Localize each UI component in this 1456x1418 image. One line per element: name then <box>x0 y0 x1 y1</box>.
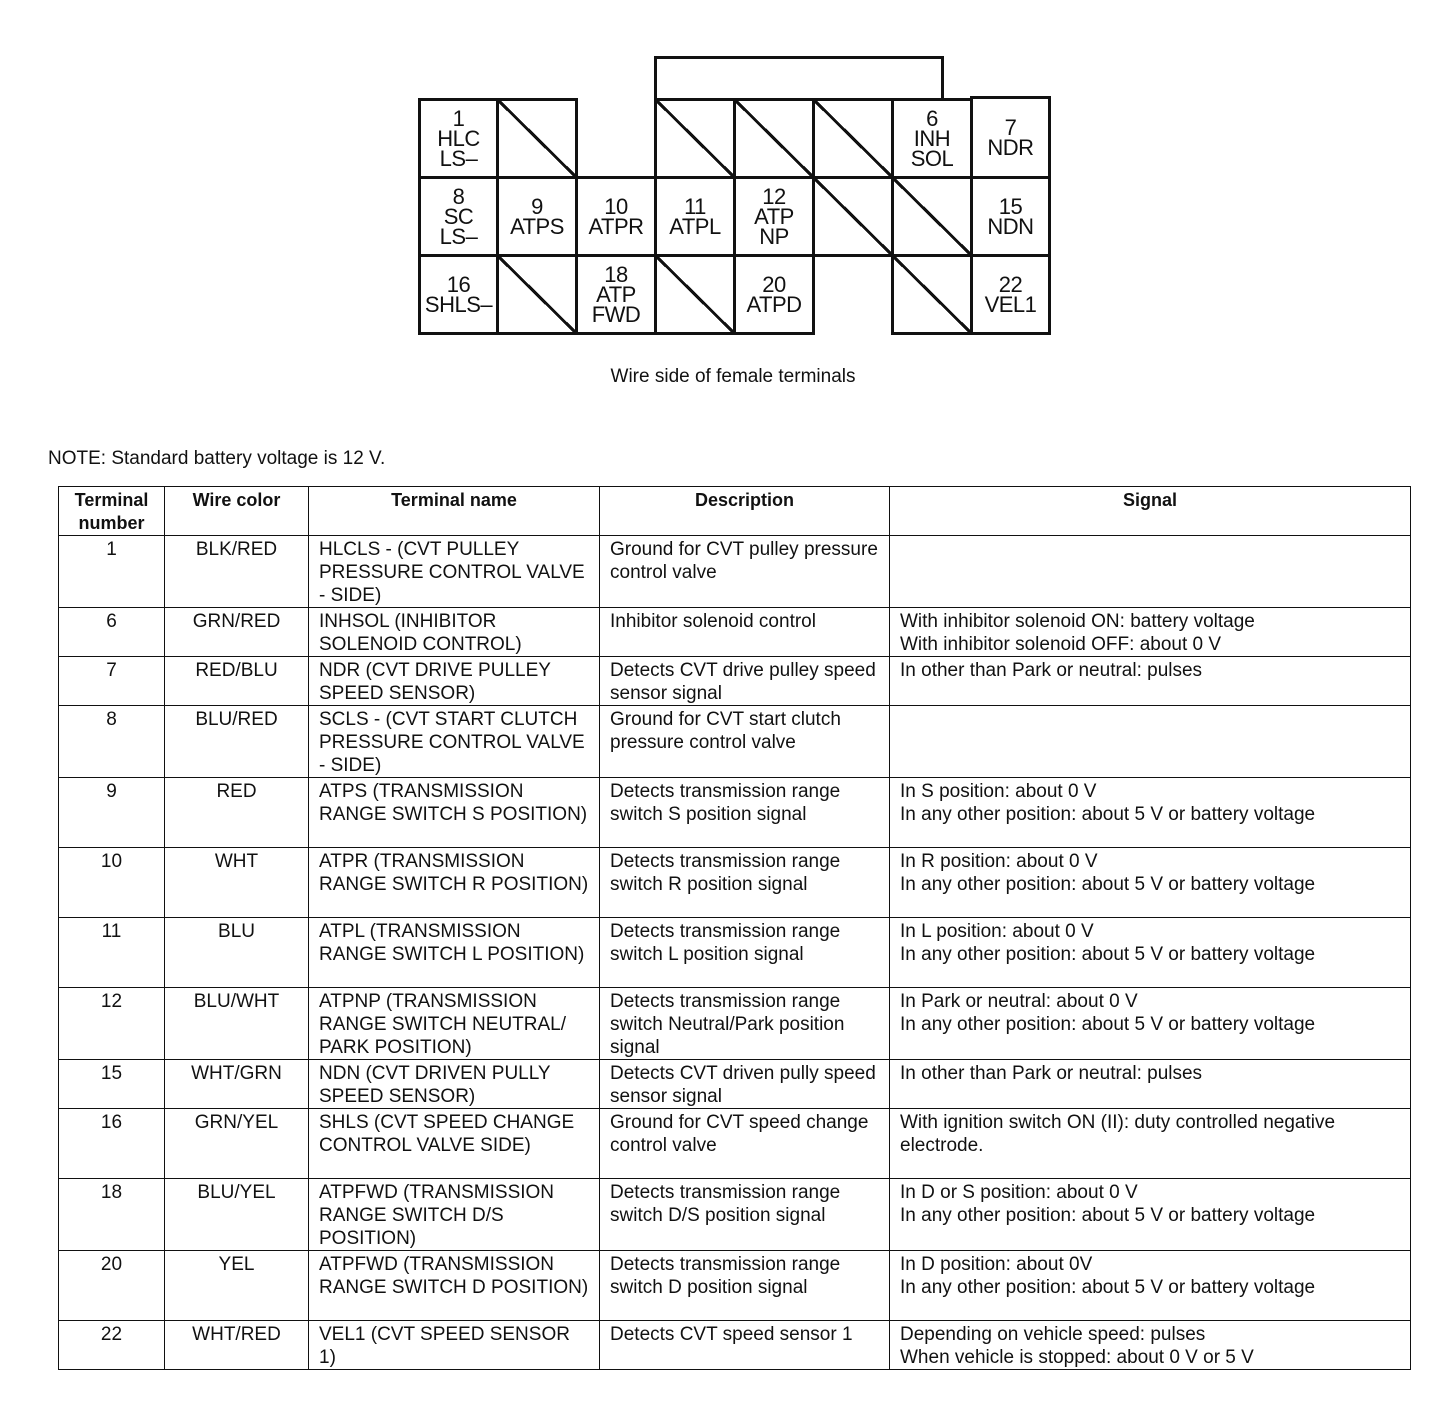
terminal-label: NDR <box>987 134 1034 160</box>
terminal-name-cell: HLCLS - (CVT PULLEY PRESSURE CONTROL VALVE - SIDE) <box>309 536 600 608</box>
table-row <box>59 706 1411 778</box>
terminal-cell-20 <box>733 254 815 335</box>
description-cell: Ground for CVT pulley pressure control valve <box>600 536 890 608</box>
wire-color-cell: RED <box>165 778 309 848</box>
description-cell: Detects transmission range switch Neutral/Park position signal <box>600 988 890 1060</box>
terminal-number: 6 <box>926 105 938 131</box>
signal-line: Depending on vehicle speed: pulses <box>900 1324 1206 1345</box>
terminal-name-cell: VEL1 (CVT SPEED SENSOR 1) <box>309 1321 600 1370</box>
wire-color-cell: RED/BLU <box>165 657 309 706</box>
table-row <box>59 1251 1411 1321</box>
wire-color-cell: WHT/RED <box>165 1321 309 1370</box>
wire-color-cell: BLU/RED <box>165 706 309 778</box>
terminal-label: ATP <box>596 281 636 307</box>
terminal-cell-empty <box>733 98 815 179</box>
terminal-cell-7 <box>970 96 1051 179</box>
terminal-name-cell: ATPS (TRANSMISSION RANGE SWITCH S POSITION) <box>309 778 600 848</box>
description-cell: Ground for CVT speed change control valve <box>600 1109 890 1179</box>
terminal-number: 12 <box>762 183 786 209</box>
terminal-label: HLC <box>437 125 480 151</box>
terminal-number-cell: 11 <box>59 918 165 988</box>
terminal-label: SC <box>443 203 474 229</box>
terminal-number: 7 <box>1004 114 1017 140</box>
connector-diagram <box>0 0 1456 340</box>
terminal-cell-empty <box>654 98 736 179</box>
header-description: Description <box>600 487 890 536</box>
table-row <box>59 778 1411 848</box>
terminal-number-cell: 16 <box>59 1109 165 1179</box>
terminal-label: ATP <box>754 203 794 229</box>
description-cell: Detects transmission range switch L position signal <box>600 918 890 988</box>
terminal-cell-10 <box>575 176 657 257</box>
description-cell: Detects CVT driven pully speed sensor signal <box>600 1060 890 1109</box>
description-cell: Detects CVT drive pulley speed sensor signal <box>600 657 890 706</box>
battery-note: NOTE: Standard battery voltage is 12 V. <box>48 448 386 469</box>
wire-color-cell: BLU/YEL <box>165 1179 309 1251</box>
terminal-name-cell: ATPFWD (TRANSMISSION RANGE SWITCH D/S POSITION) <box>309 1179 600 1251</box>
connector-lock-tab <box>654 56 944 102</box>
description-cell: Detects transmission range switch S position signal <box>600 778 890 848</box>
terminal-number: 8 <box>452 183 465 209</box>
terminal-cell-8 <box>418 176 499 257</box>
description-cell: Detects transmission range switch D position signal <box>600 1251 890 1321</box>
terminal-number: 20 <box>762 271 786 297</box>
terminal-label: SOL <box>910 145 954 171</box>
terminal-label: NP <box>759 223 789 249</box>
terminal-name-cell: ATPNP (TRANSMISSION RANGE SWITCH NEUTRAL/ PARK POSITION) <box>309 988 600 1060</box>
terminal-number-cell: 18 <box>59 1179 165 1251</box>
diagram-caption: Wire side of female terminals <box>610 366 856 387</box>
signal-cell <box>890 608 1411 657</box>
table-row <box>59 918 1411 988</box>
terminal-number-cell: 10 <box>59 848 165 918</box>
signal-line: In any other position: about 5 V or battery voltage <box>900 944 1316 965</box>
terminal-cell-6 <box>891 98 973 179</box>
header-wire-color: Wire color <box>165 487 309 536</box>
signal-cell <box>890 918 1411 988</box>
terminal-name-cell: ATPR (TRANSMISSION RANGE SWITCH R POSITION) <box>309 848 600 918</box>
wire-color-cell: WHT <box>165 848 309 918</box>
signal-line: In S position: about 0 V <box>900 781 1097 802</box>
terminal-name-cell: NDR (CVT DRIVE PULLEY SPEED SENSOR) <box>309 657 600 706</box>
signal-line: In any other position: about 5 V or battery voltage <box>900 1277 1316 1298</box>
terminal-number: 9 <box>531 193 543 219</box>
terminal-label: LS– <box>439 223 478 249</box>
terminal-label: SHLS– <box>424 291 493 317</box>
terminal-cell-15 <box>970 176 1051 257</box>
terminal-name-cell: SCLS - (CVT START CLUTCH PRESSURE CONTROL VALVE - SIDE) <box>309 706 600 778</box>
terminal-name-cell: INHSOL (INHIBITOR SOLENOID CONTROL) <box>309 608 600 657</box>
table-row <box>59 1060 1411 1109</box>
signal-line: In any other position: about 5 V or battery voltage <box>900 874 1316 895</box>
signal-line: In D or S position: about 0 V <box>900 1182 1138 1203</box>
terminal-number: 18 <box>604 261 628 287</box>
header-signal: Signal <box>890 487 1411 536</box>
signal-line: In any other position: about 5 V or battery voltage <box>900 804 1316 825</box>
terminal-cell-11 <box>654 176 736 257</box>
terminal-cell-empty <box>812 176 894 257</box>
table-row <box>59 1321 1411 1370</box>
signal-cell <box>890 848 1411 918</box>
terminal-label: ATPR <box>588 213 644 239</box>
signal-line: In any other position: about 5 V or battery voltage <box>900 1205 1316 1226</box>
terminal-number: 15 <box>998 193 1023 219</box>
description-cell: Detects CVT speed sensor 1 <box>600 1321 890 1370</box>
signal-line: In Park or neutral: about 0 V <box>900 991 1138 1012</box>
terminal-label: FWD <box>591 301 641 327</box>
terminal-cell-empty <box>496 98 578 179</box>
header-terminal-number: Terminal number <box>59 487 165 536</box>
terminal-label: ATPS <box>510 213 564 239</box>
terminal-label: ATPL <box>669 213 721 239</box>
terminal-number-cell: 8 <box>59 706 165 778</box>
terminal-number-cell: 7 <box>59 657 165 706</box>
wire-color-cell: GRN/YEL <box>165 1109 309 1179</box>
terminal-label: VEL1 <box>984 291 1037 317</box>
signal-line: When vehicle is stopped: about 0 V or 5 V <box>900 1347 1254 1368</box>
terminal-name-cell: NDN (CVT DRIVEN PULLY SPEED SENSOR) <box>309 1060 600 1109</box>
terminal-name-cell: ATPFWD (TRANSMISSION RANGE SWITCH D POSITION) <box>309 1251 600 1321</box>
terminal-cell-empty <box>654 254 736 335</box>
terminal-number-cell: 22 <box>59 1321 165 1370</box>
table-row <box>59 848 1411 918</box>
signal-cell <box>890 1060 1411 1109</box>
terminal-cell-16 <box>418 254 499 335</box>
signal-cell <box>890 1179 1411 1251</box>
signal-line: In other than Park or neutral: pulses <box>900 1063 1203 1084</box>
table-row <box>59 988 1411 1060</box>
header-terminal-name: Terminal name <box>309 487 600 536</box>
signal-line: In R position: about 0 V <box>900 851 1098 872</box>
terminal-cell-9 <box>496 176 578 257</box>
terminal-cell-1 <box>418 98 499 179</box>
terminal-number-cell: 12 <box>59 988 165 1060</box>
wire-color-cell: BLU <box>165 918 309 988</box>
terminal-name-cell: SHLS (CVT SPEED CHANGE CONTROL VALVE SIDE) <box>309 1109 600 1179</box>
table-row <box>59 608 1411 657</box>
wire-color-cell: WHT/GRN <box>165 1060 309 1109</box>
table-row <box>59 657 1411 706</box>
signal-cell <box>890 1109 1411 1179</box>
signal-line: With inhibitor solenoid OFF: about 0 V <box>900 634 1222 655</box>
terminal-number-cell: 9 <box>59 778 165 848</box>
wire-color-cell: YEL <box>165 1251 309 1321</box>
signal-cell <box>890 536 1411 608</box>
table-header-row <box>59 487 1411 536</box>
terminal-number: 10 <box>604 193 628 219</box>
terminal-cell-empty <box>812 98 894 179</box>
wire-color-cell: BLU/WHT <box>165 988 309 1060</box>
terminal-number: 22 <box>998 271 1023 297</box>
terminal-label: LS– <box>439 145 478 171</box>
signal-line: In D position: about 0V <box>900 1254 1093 1275</box>
terminal-number-cell: 1 <box>59 536 165 608</box>
description-cell: Ground for CVT start clutch pressure control valve <box>600 706 890 778</box>
signal-cell <box>890 706 1411 778</box>
terminal-number-cell: 15 <box>59 1060 165 1109</box>
description-cell: Detects transmission range switch R position signal <box>600 848 890 918</box>
terminal-number-cell: 6 <box>59 608 165 657</box>
signal-cell <box>890 1321 1411 1370</box>
terminal-cell-empty <box>496 254 578 335</box>
signal-line: In other than Park or neutral: pulses <box>900 660 1203 681</box>
terminal-label: ATPD <box>746 291 802 317</box>
signal-cell <box>890 1251 1411 1321</box>
terminal-cell-empty <box>891 254 973 335</box>
signal-line: With inhibitor solenoid ON: battery voltage <box>900 611 1255 632</box>
terminal-number-cell: 20 <box>59 1251 165 1321</box>
terminal-cell-22 <box>970 254 1051 335</box>
wire-color-cell: BLK/RED <box>165 536 309 608</box>
terminal-cell-empty <box>891 176 973 257</box>
terminal-label: INH <box>913 125 951 151</box>
terminal-number: 1 <box>452 105 465 131</box>
signal-cell <box>890 988 1411 1060</box>
description-cell: Detects transmission range switch D/S position signal <box>600 1179 890 1251</box>
terminal-cell-18 <box>575 254 657 335</box>
table-body <box>59 536 1411 1370</box>
signal-line: In L position: about 0 V <box>900 921 1094 942</box>
signal-line: With ignition switch ON (II): duty controlled negative electrode. <box>900 1112 1336 1156</box>
terminal-number: 11 <box>684 193 706 219</box>
description-cell: Inhibitor solenoid control <box>600 608 890 657</box>
signal-line: In any other position: about 5 V or battery voltage <box>900 1014 1316 1035</box>
terminal-name-cell: ATPL (TRANSMISSION RANGE SWITCH L POSITION) <box>309 918 600 988</box>
table-row <box>59 1179 1411 1251</box>
table-row <box>59 1109 1411 1179</box>
table-row <box>59 536 1411 608</box>
signal-cell <box>890 657 1411 706</box>
terminal-number: 16 <box>446 271 471 297</box>
signal-cell <box>890 778 1411 848</box>
terminal-label: NDN <box>987 213 1034 239</box>
terminal-table <box>58 486 1411 1370</box>
terminal-cell-12 <box>733 176 815 257</box>
wire-color-cell: GRN/RED <box>165 608 309 657</box>
